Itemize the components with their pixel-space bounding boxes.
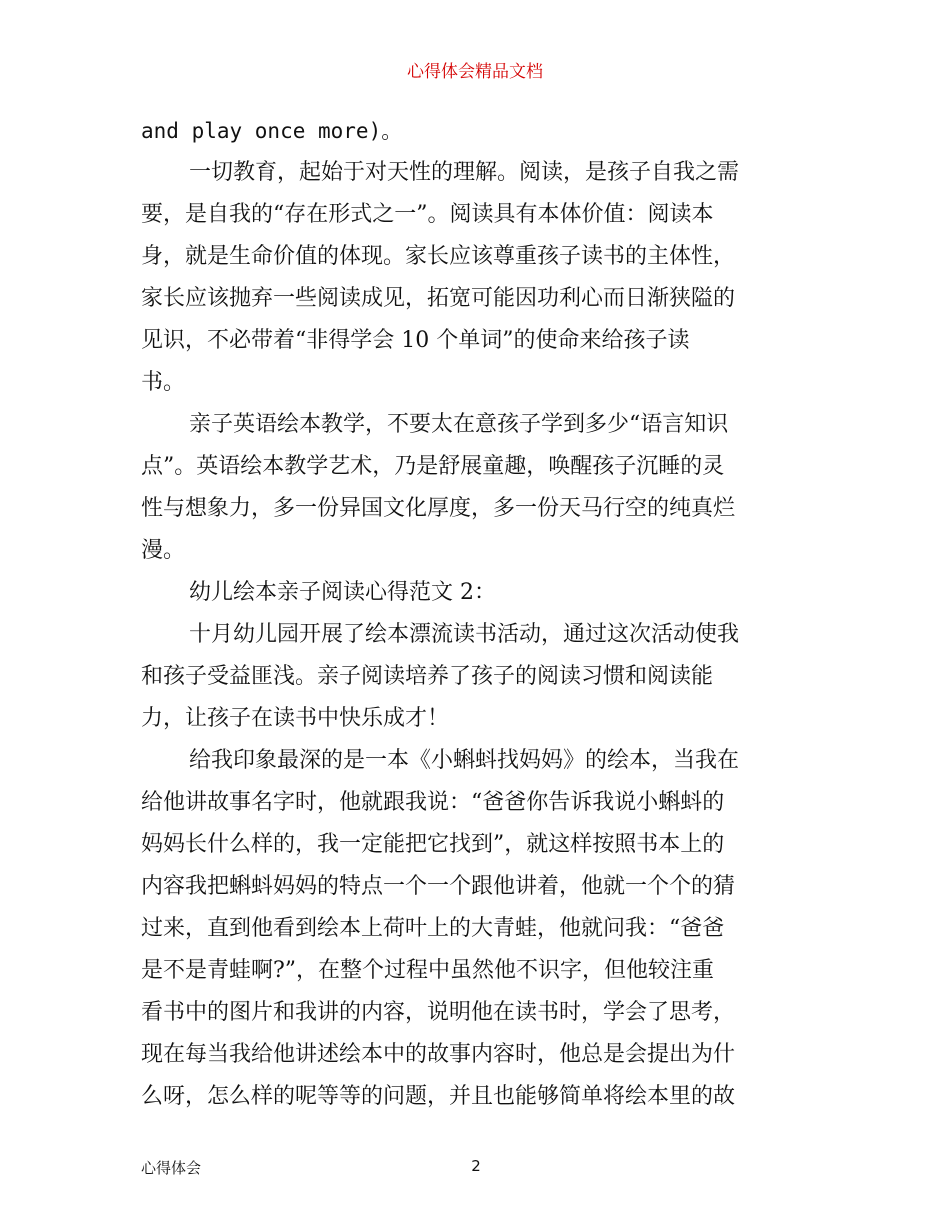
text-line: 性与想象力，多一份异国文化厚度，多一份天马行空的纯真烂: [141, 496, 736, 521]
section-heading: 幼儿绘本亲子阅读心得范文 2：: [189, 580, 496, 605]
footer-label: 心得体会: [141, 1159, 202, 1177]
text-line: 么呀，怎么样的呢等等的问题，并且也能够简单将绘本里的故: [141, 1084, 736, 1109]
text-line: 身，就是生命价值的体现。家长应该尊重孩子读书的主体性，: [141, 244, 736, 269]
page-number: 2: [471, 1157, 481, 1175]
paragraph-start-line: 十月幼儿园开展了绘本漂流读书活动，通过这次活动使我: [189, 622, 740, 647]
text-line: 看书中的图片和我讲的内容，说明他在读书时，学会了思考，: [141, 1000, 736, 1025]
text-line: 内容我把蝌蚪妈妈的特点一个一个跟他讲着，他就一个个的猜: [141, 874, 736, 899]
text-line: 力，让孩子在读书中快乐成才！: [141, 706, 450, 731]
text-line: 和孩子受益匪浅。亲子阅读培养了孩子的阅读习惯和阅读能: [141, 664, 714, 689]
text-line: 现在每当我给他讲述绘本中的故事内容时，他总是会提出为什: [141, 1042, 736, 1067]
document-body: [141, 110, 811, 1118]
text-line: 要，是自我的“存在形式之一”。阅读具有本体价值：阅读本: [141, 202, 714, 227]
text-line: and play once more)。: [141, 119, 403, 143]
text-line: 是不是青蛙啊?”，在整个过程中虽然他不识字，但他较注重: [141, 958, 715, 983]
text-line: 见识，不必带着“非得学会 10 个单词”的使命来给孩子读: [141, 328, 690, 353]
text-line: 漫。: [141, 538, 186, 563]
text-line: 点”。英语绘本教学艺术，乃是舒展童趣，唤醒孩子沉睡的灵: [141, 454, 725, 479]
text-line: 书。: [141, 370, 186, 395]
text-line: 妈妈长什么样的，我一定能把它找到”，就这样按照书本上的: [141, 832, 725, 857]
paragraph-start-line: 一切教育，起始于对天性的理解。阅读，是孩子自我之需: [189, 160, 740, 185]
text-line: 家长应该抛弃一些阅读成见，拓宽可能因功利心而日渐狭隘的: [141, 286, 736, 311]
text-line: 给他讲故事名字时，他就跟我说：“爸爸你告诉我说小蝌蚪的: [141, 790, 725, 815]
page-header-title: 心得体会精品文档: [407, 62, 543, 82]
text-line: 过来，直到他看到绘本上荷叶上的大青蛙，他就问我：“爸爸: [141, 916, 725, 941]
paragraph-start-line: 给我印象最深的是一本《小蝌蚪找妈妈》的绘本，当我在: [189, 748, 740, 773]
paragraph-start-line: 亲子英语绘本教学，不要太在意孩子学到多少“语言知识: [189, 412, 729, 437]
